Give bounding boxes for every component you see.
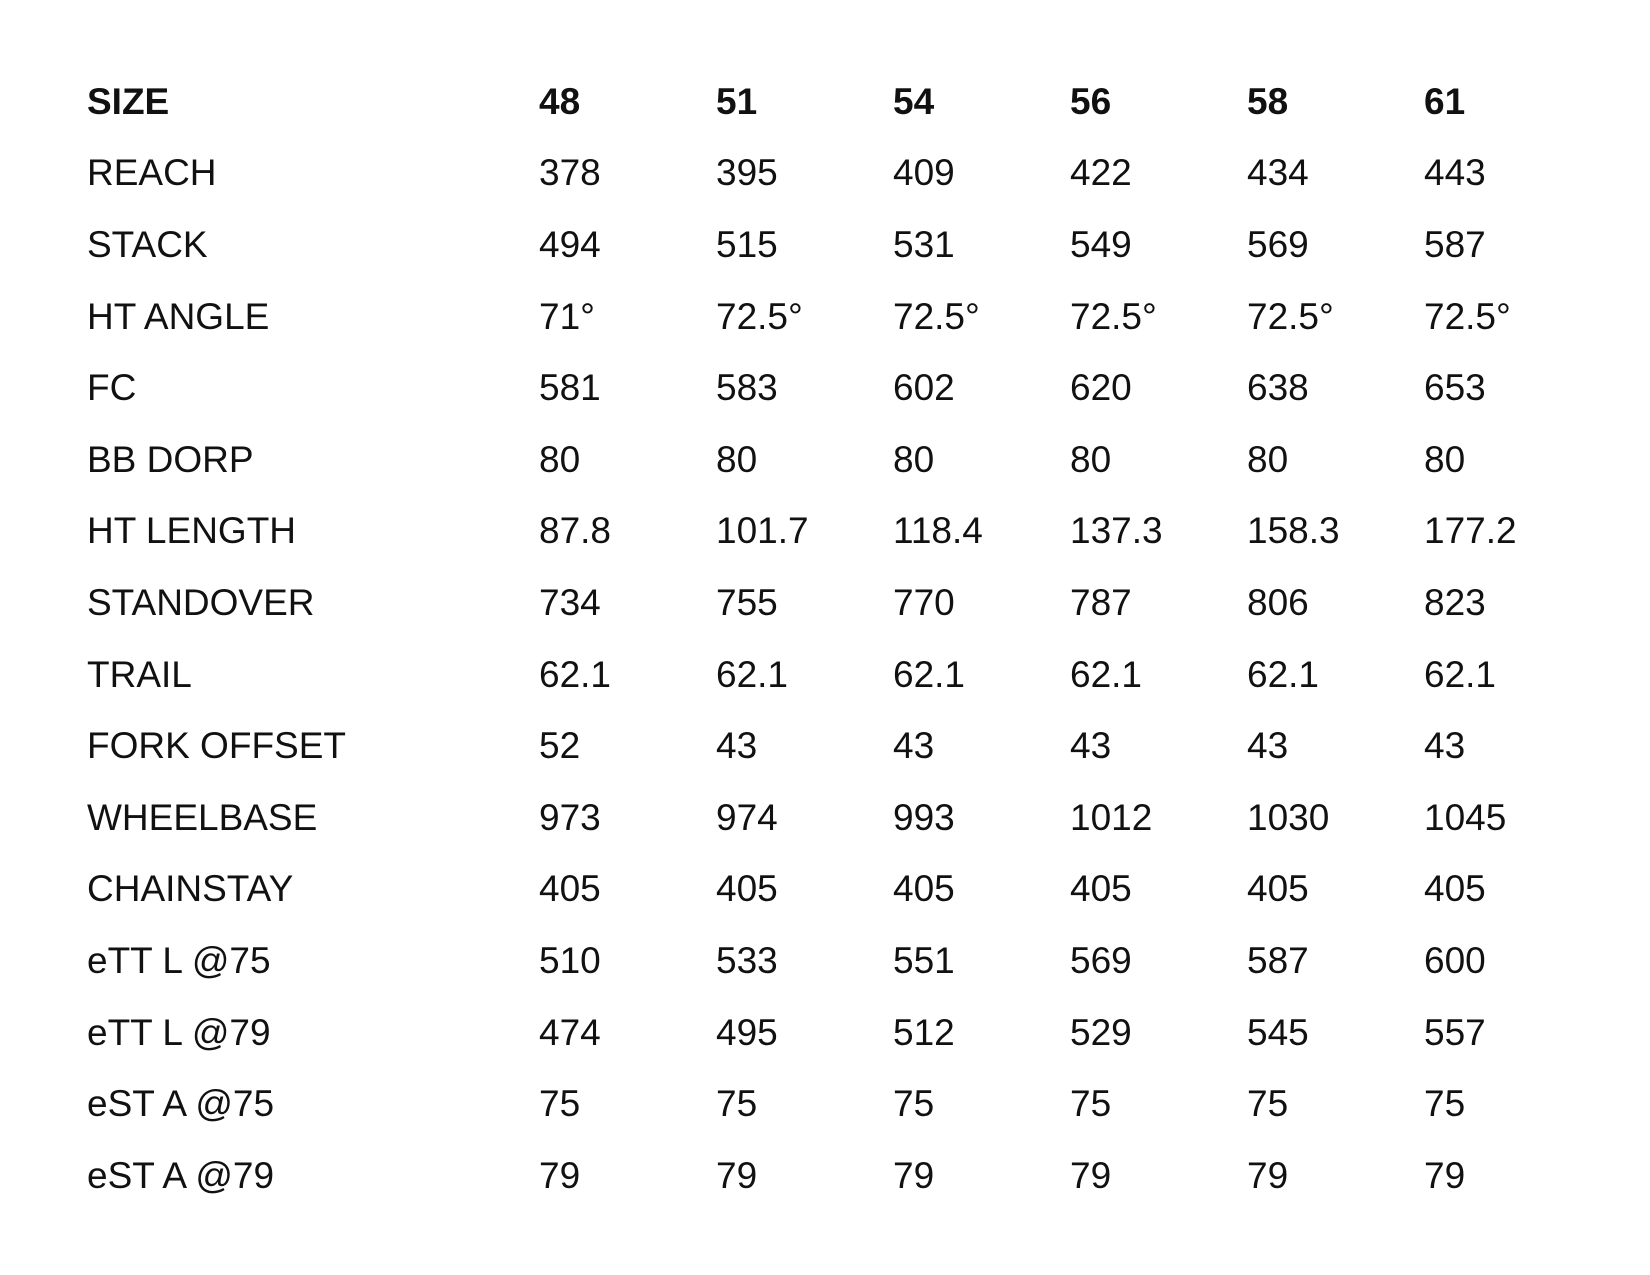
table-cell: 80: [539, 438, 581, 480]
table-cell: 80: [1070, 438, 1112, 480]
table-cell: 557: [1424, 1011, 1486, 1053]
table-cell: 405: [1424, 868, 1486, 910]
table-cell: 569: [1070, 939, 1132, 981]
table-row: [87, 1068, 1601, 1140]
header-label: SIZE: [87, 80, 170, 122]
table-cell: 549: [1070, 223, 1132, 265]
table-cell: 973: [539, 796, 601, 838]
row-label: FC: [87, 367, 137, 409]
table-cell: 620: [1070, 367, 1132, 409]
row-label: eTT L @75: [87, 939, 271, 981]
table-cell: 62.1: [1424, 653, 1497, 695]
row-label: WHEELBASE: [87, 796, 318, 838]
table-cell: 72.5°: [1424, 295, 1511, 337]
table-cell: 529: [1070, 1011, 1132, 1053]
table-cell: 581: [539, 367, 601, 409]
table-cell: 787: [1070, 581, 1132, 623]
table-cell: 405: [1070, 868, 1132, 910]
row-label: eST A @75: [87, 1083, 275, 1125]
size-header: 51: [716, 80, 758, 122]
table-cell: 378: [539, 152, 601, 194]
header-row: [87, 66, 1601, 138]
table-cell: 79: [716, 1154, 758, 1196]
size-header: 48: [539, 80, 581, 122]
table-cell: 79: [1247, 1154, 1289, 1196]
table-cell: 62.1: [893, 653, 966, 695]
table-cell: 43: [1070, 725, 1112, 767]
row-label: REACH: [87, 152, 217, 194]
table-cell: 177.2: [1424, 510, 1517, 552]
table-cell: 79: [1070, 1154, 1112, 1196]
row-label: HT LENGTH: [87, 510, 297, 552]
row-label: FORK OFFSET: [87, 725, 346, 767]
table-cell: 43: [1424, 725, 1466, 767]
size-header: 58: [1247, 80, 1289, 122]
table-cell: 75: [893, 1083, 935, 1125]
table-cell: 62.1: [1070, 653, 1143, 695]
table-cell: 993: [893, 796, 955, 838]
table-cell: 62.1: [539, 653, 612, 695]
table-cell: 118.4: [893, 510, 983, 552]
table-cell: 52: [539, 725, 581, 767]
table-cell: 434: [1247, 152, 1309, 194]
table-cell: 43: [893, 725, 935, 767]
table-cell: 755: [716, 581, 778, 623]
table-row: [87, 782, 1601, 854]
table-cell: 569: [1247, 223, 1309, 265]
table-row: [87, 854, 1601, 926]
table-row: [87, 209, 1601, 281]
row-label: BB DORP: [87, 438, 254, 480]
table-cell: 43: [1247, 725, 1289, 767]
table-row: [87, 424, 1601, 496]
table-cell: 512: [893, 1011, 955, 1053]
table-cell: 587: [1424, 223, 1486, 265]
table-cell: 405: [539, 868, 601, 910]
table-cell: 1045: [1424, 796, 1507, 838]
row-label: STACK: [87, 223, 208, 265]
table-cell: 770: [893, 581, 955, 623]
table-cell: 405: [893, 868, 955, 910]
table-cell: 583: [716, 367, 778, 409]
table-cell: 409: [893, 152, 955, 194]
table-cell: 79: [539, 1154, 581, 1196]
size-header: 61: [1424, 80, 1466, 122]
row-label: STANDOVER: [87, 581, 315, 623]
table-cell: 80: [893, 438, 935, 480]
row-label: eTT L @79: [87, 1011, 271, 1053]
size-header: 54: [893, 80, 935, 122]
table-cell: 137.3: [1070, 510, 1163, 552]
table-cell: 75: [1424, 1083, 1466, 1125]
table-cell: 734: [539, 581, 601, 623]
table-cell: 531: [893, 223, 955, 265]
table-cell: 79: [1424, 1154, 1466, 1196]
table-cell: 79: [893, 1154, 935, 1196]
row-label: CHAINSTAY: [87, 868, 294, 910]
row-label: TRAIL: [87, 653, 192, 695]
table-cell: 101.7: [716, 510, 809, 552]
table-cell: 75: [1247, 1083, 1289, 1125]
table-cell: 43: [716, 725, 758, 767]
table-cell: 87.8: [539, 510, 612, 552]
table-cell: 823: [1424, 581, 1486, 623]
table-cell: 80: [1247, 438, 1289, 480]
table-cell: 638: [1247, 367, 1309, 409]
table-cell: 72.5°: [893, 295, 980, 337]
table-cell: 545: [1247, 1011, 1309, 1053]
table-cell: 533: [716, 939, 778, 981]
size-header: 56: [1070, 80, 1112, 122]
table-cell: 75: [539, 1083, 581, 1125]
table-cell: 62.1: [1247, 653, 1320, 695]
table-cell: 974: [716, 796, 778, 838]
table-cell: 495: [716, 1011, 778, 1053]
geometry-table: [87, 66, 1601, 1212]
table-cell: 443: [1424, 152, 1486, 194]
table-row: [87, 997, 1601, 1069]
table-cell: 510: [539, 939, 601, 981]
table-cell: 602: [893, 367, 955, 409]
table-cell: 72.5°: [716, 295, 803, 337]
row-label: HT ANGLE: [87, 295, 270, 337]
table-row: [87, 496, 1601, 568]
table-cell: 80: [716, 438, 758, 480]
table-cell: 422: [1070, 152, 1132, 194]
table-cell: 474: [539, 1011, 601, 1053]
table-cell: 587: [1247, 939, 1309, 981]
table-cell: 653: [1424, 367, 1486, 409]
table-header: [87, 66, 1601, 138]
table-cell: 1012: [1070, 796, 1153, 838]
table-row: [87, 138, 1601, 210]
table-cell: 75: [716, 1083, 758, 1125]
table-cell: 72.5°: [1247, 295, 1334, 337]
table-row: [87, 1140, 1601, 1212]
table-row: [87, 639, 1601, 711]
table-cell: 551: [893, 939, 955, 981]
table-cell: 405: [1247, 868, 1309, 910]
table-row: [87, 925, 1601, 997]
table-cell: 71°: [539, 295, 595, 337]
table-row: [87, 710, 1601, 782]
table-cell: 75: [1070, 1083, 1112, 1125]
table-cell: 405: [716, 868, 778, 910]
table-cell: 395: [716, 152, 778, 194]
table-cell: 72.5°: [1070, 295, 1157, 337]
table-body: [87, 138, 1601, 1212]
table-row: [87, 352, 1601, 424]
table-cell: 158.3: [1247, 510, 1340, 552]
row-label: eST A @79: [87, 1154, 275, 1196]
table-cell: 62.1: [716, 653, 789, 695]
table-cell: 600: [1424, 939, 1486, 981]
table-cell: 494: [539, 223, 601, 265]
table-cell: 806: [1247, 581, 1309, 623]
table-cell: 80: [1424, 438, 1466, 480]
table-cell: 515: [716, 223, 778, 265]
table-row: [87, 281, 1601, 353]
table-cell: 1030: [1247, 796, 1330, 838]
table-row: [87, 567, 1601, 639]
